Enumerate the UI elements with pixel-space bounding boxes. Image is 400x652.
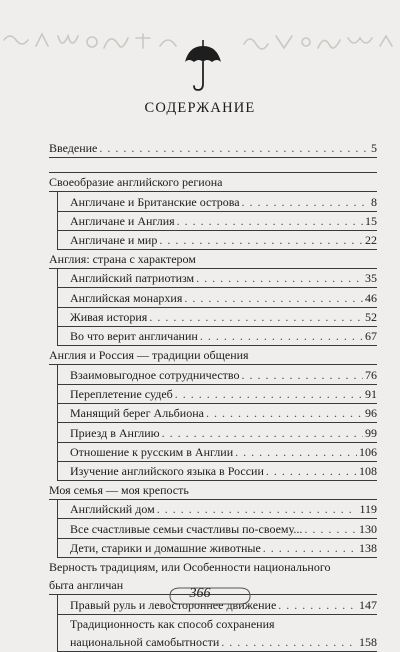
- umbrella-icon: [183, 38, 223, 94]
- toc-entry-label-line1[interactable]: Традиционность как способ сохранения: [70, 616, 275, 631]
- toc-entry-page: 46: [365, 290, 377, 305]
- toc-entry-page: 130: [359, 521, 377, 536]
- leader-dots: [242, 366, 364, 384]
- toc-entry[interactable]: [58, 365, 377, 384]
- leader-dots: [266, 462, 357, 480]
- toc-entry[interactable]: [58, 288, 377, 307]
- toc-entry[interactable]: [58, 404, 377, 423]
- leader-dots: [149, 308, 363, 326]
- toc-entry[interactable]: [58, 519, 377, 538]
- toc-section-heading[interactable]: Англия: страна с характером: [49, 250, 377, 269]
- toc-entry-label: Отношение к русским в Англии: [70, 444, 234, 459]
- leader-dots: [196, 269, 363, 287]
- leader-dots: [159, 231, 363, 249]
- toc-entry[interactable]: [58, 192, 377, 211]
- page-footer: [0, 584, 400, 602]
- toc-section-heading[interactable]: Англия и Россия — традиции общения: [49, 346, 377, 365]
- toc-section-heading-line1[interactable]: Верность традициям, или Особенности национального: [49, 560, 331, 575]
- toc-entry-page: 15: [365, 213, 377, 228]
- toc-entry-label: Правый руль и левостороннее движение: [70, 597, 277, 612]
- leader-dots: [235, 443, 357, 461]
- toc-entry[interactable]: [58, 212, 377, 231]
- page-number-box: [174, 586, 227, 602]
- toc-entry[interactable]: [58, 443, 377, 462]
- leader-dots: [175, 385, 363, 403]
- leader-dots: [157, 500, 358, 518]
- toc-entry[interactable]: [58, 500, 377, 519]
- toc-section-heading[interactable]: Своеобразие английского региона: [49, 173, 377, 192]
- toc-entry[interactable]: [58, 385, 377, 404]
- toc-entry-label: Манящий берег Альбиона: [70, 406, 204, 421]
- leader-dots: [99, 139, 369, 157]
- toc-entry[interactable]: [58, 231, 377, 250]
- toc-entry-page: 91: [365, 386, 377, 401]
- toc-entry-page: 96: [365, 406, 377, 421]
- leader-dots: [263, 539, 357, 557]
- toc-subsection-list: [57, 192, 377, 250]
- toc-entry[interactable]: [58, 462, 377, 481]
- leader-dots: [304, 520, 357, 538]
- toc-section-heading[interactable]: Моя семья — моя крепость: [49, 481, 377, 500]
- toc-entry-label: Живая история: [70, 310, 148, 325]
- toc-entry-label: Английский патриотизм: [70, 271, 195, 286]
- toc-entry-label-line2: национальной самобытности: [70, 635, 220, 650]
- toc-entry[interactable]: [58, 308, 377, 327]
- toc-entry[interactable]: [58, 269, 377, 288]
- toc-entry-page: 138: [359, 541, 377, 556]
- leader-dots: [162, 424, 363, 442]
- toc-entry-label: Англичане и мир: [70, 233, 158, 248]
- toc-section-heading-line2[interactable]: быта англичан: [49, 576, 377, 595]
- toc-entry-page: 76: [365, 367, 377, 382]
- toc-entry-label: Англичане и Британские острова: [70, 194, 240, 209]
- toc-entry-page: 119: [359, 502, 377, 517]
- leader-dots: [177, 212, 363, 230]
- toc-entry-label: Взаимовыгодное сотрудничество: [70, 367, 240, 382]
- toc-entry-label: Дети, старики и домашние животные: [70, 541, 261, 556]
- toc-entry-page: 147: [359, 597, 377, 612]
- toc-entry-page: 108: [359, 464, 377, 479]
- toc-entry-page: 8: [371, 194, 377, 209]
- toc-entry-page: 5: [371, 141, 377, 156]
- leader-dots: [221, 633, 357, 651]
- toc-entry-label: Приезд в Англию: [70, 425, 160, 440]
- toc-entry[interactable]: [58, 539, 377, 558]
- toc-subsection-list: [57, 365, 377, 481]
- toc-entry-label: Все счастливые семьи счастливы по-своему...: [70, 521, 303, 536]
- toc-entry-page: 106: [359, 444, 377, 459]
- toc-entry[interactable]: [58, 327, 377, 346]
- leader-dots: [242, 193, 369, 211]
- toc-entry-label: Английская монархия: [70, 290, 183, 305]
- toc-entry-label: Переплетение судеб: [70, 386, 173, 401]
- leader-dots: [200, 327, 363, 345]
- table-of-contents: [49, 139, 377, 652]
- toc-entry[interactable]: [58, 633, 377, 652]
- toc-entry-label: Англичане и Англия: [70, 213, 175, 228]
- toc-entry-label: Изучение английского языка в России: [70, 464, 264, 479]
- leader-dots: [206, 404, 363, 422]
- toc-entry[interactable]: [58, 423, 377, 442]
- page-number: 366: [189, 586, 211, 601]
- toc-entry-label: Во что верит англичанин: [70, 329, 198, 344]
- page-title: СОДЕРЖАНИЕ: [144, 100, 256, 116]
- section-gap: [49, 158, 377, 173]
- toc-entry-page: 52: [365, 310, 377, 325]
- toc-entry-label: Введение: [49, 141, 98, 156]
- toc-subsection-list: [57, 269, 377, 346]
- toc-entry-page: 67: [365, 329, 377, 344]
- leader-dots: [184, 289, 363, 307]
- toc-entry-page: 35: [365, 271, 377, 286]
- toc-entry-label: Английский дом: [70, 502, 155, 517]
- toc-entry-page: 22: [365, 233, 377, 248]
- toc-entry-page: 99: [365, 425, 377, 440]
- toc-entry-page: 158: [359, 635, 377, 650]
- toc-entry-intro[interactable]: [49, 139, 377, 158]
- toc-subsection-list: [57, 500, 377, 558]
